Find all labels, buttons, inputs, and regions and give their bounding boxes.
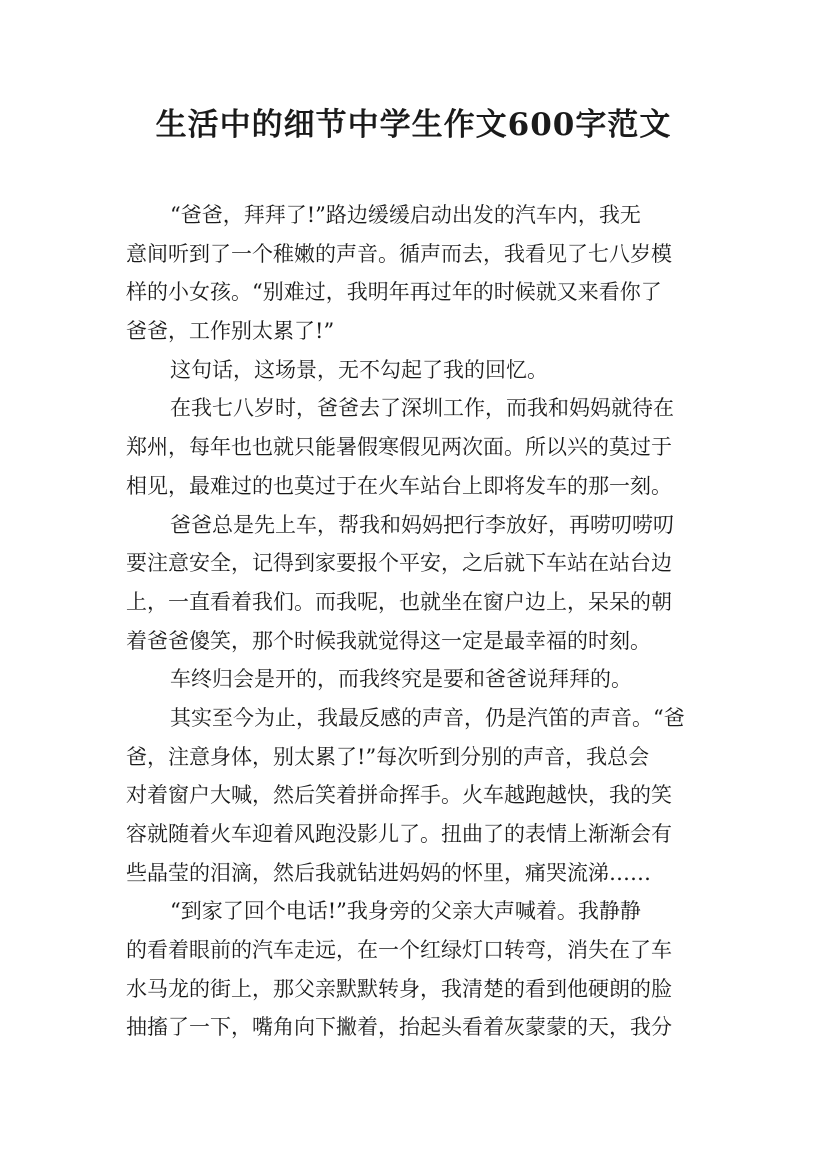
paragraph-line: 爸爸总是先上车，帮我和妈妈把行李放好，再唠叨唠叨 [170,512,674,537]
paragraph-line: 样的小女孩。“别难过，我明年再过年的时候就又来看你了 [126,280,662,305]
paragraph-line: 郑州，每年也也就只能暑假寒假见两次面。所以兴的莫过于 [126,435,672,460]
document-body [126,196,726,1047]
paragraph-line: 些晶莹的泪滴，然后我就钻进妈妈的怀里，痛哭流涕…… [126,860,651,885]
paragraph-line: 容就随着火车迎着风跑没影儿了。扭曲了的表情上渐渐会有 [126,822,672,846]
paragraph-line: 上，一直看着我们。而我呢，也就坐在窗户边上，呆呆的朝 [126,589,672,614]
paragraph-line: 车终归会是开的，而我终究是要和爸爸说拜拜的。 [170,667,632,692]
paragraph-line: 这句话，这场景，无不勾起了我的回忆。 [170,357,548,382]
paragraph-line: “到家了回个电话!”我身旁的父亲大声喊着。我静静 [170,899,641,924]
paragraph-line: 在我七八岁时，爸爸去了深圳工作，而我和妈妈就待在 [170,396,674,421]
paragraph-line: 要注意安全，记得到家要报个平安，之后就下车站在站台边 [126,551,672,576]
paragraph-line: 其实至今为止，我最反感的声音，仍是汽笛的声音。“爸 [170,705,685,730]
paragraph-line: 爸爸，工作别太累了!” [126,319,335,344]
document-title: 生活中的细节中学生作文600字范文 [155,107,672,143]
paragraph-line: 着爸爸傻笑，那个时候我就觉得这一定是最幸福的时刻。 [126,628,651,653]
paragraph-line: 爸，注意身体，别太累了!”每次听到分别的声音，我总会 [126,744,650,769]
paragraph-line: 水马龙的街上，那父亲默默转身，我清楚的看到他硬朗的脸 [126,976,672,1001]
paragraph-line: 相见，最难过的也莫过于在火车站台上即将发车的那一刻。 [126,473,672,498]
paragraph-line: 抽搐了一下，嘴角向下撇着，抬起头看着灰蒙蒙的天，我分 [126,1015,672,1040]
paragraph-line: 对着窗户大喊，然后笑着拼命挥手。火车越跑越快，我的笑 [126,783,672,808]
paragraph-line: 意间听到了一个稚嫩的声音。循声而去，我看见了七八岁模 [126,241,672,266]
paragraph-line: 的看着眼前的汽车走远，在一个红绿灯口转弯，消失在了车 [126,938,672,963]
paragraph-line: “爸爸，拜拜了!”路边缓缓启动出发的汽车内，我无 [170,203,641,227]
